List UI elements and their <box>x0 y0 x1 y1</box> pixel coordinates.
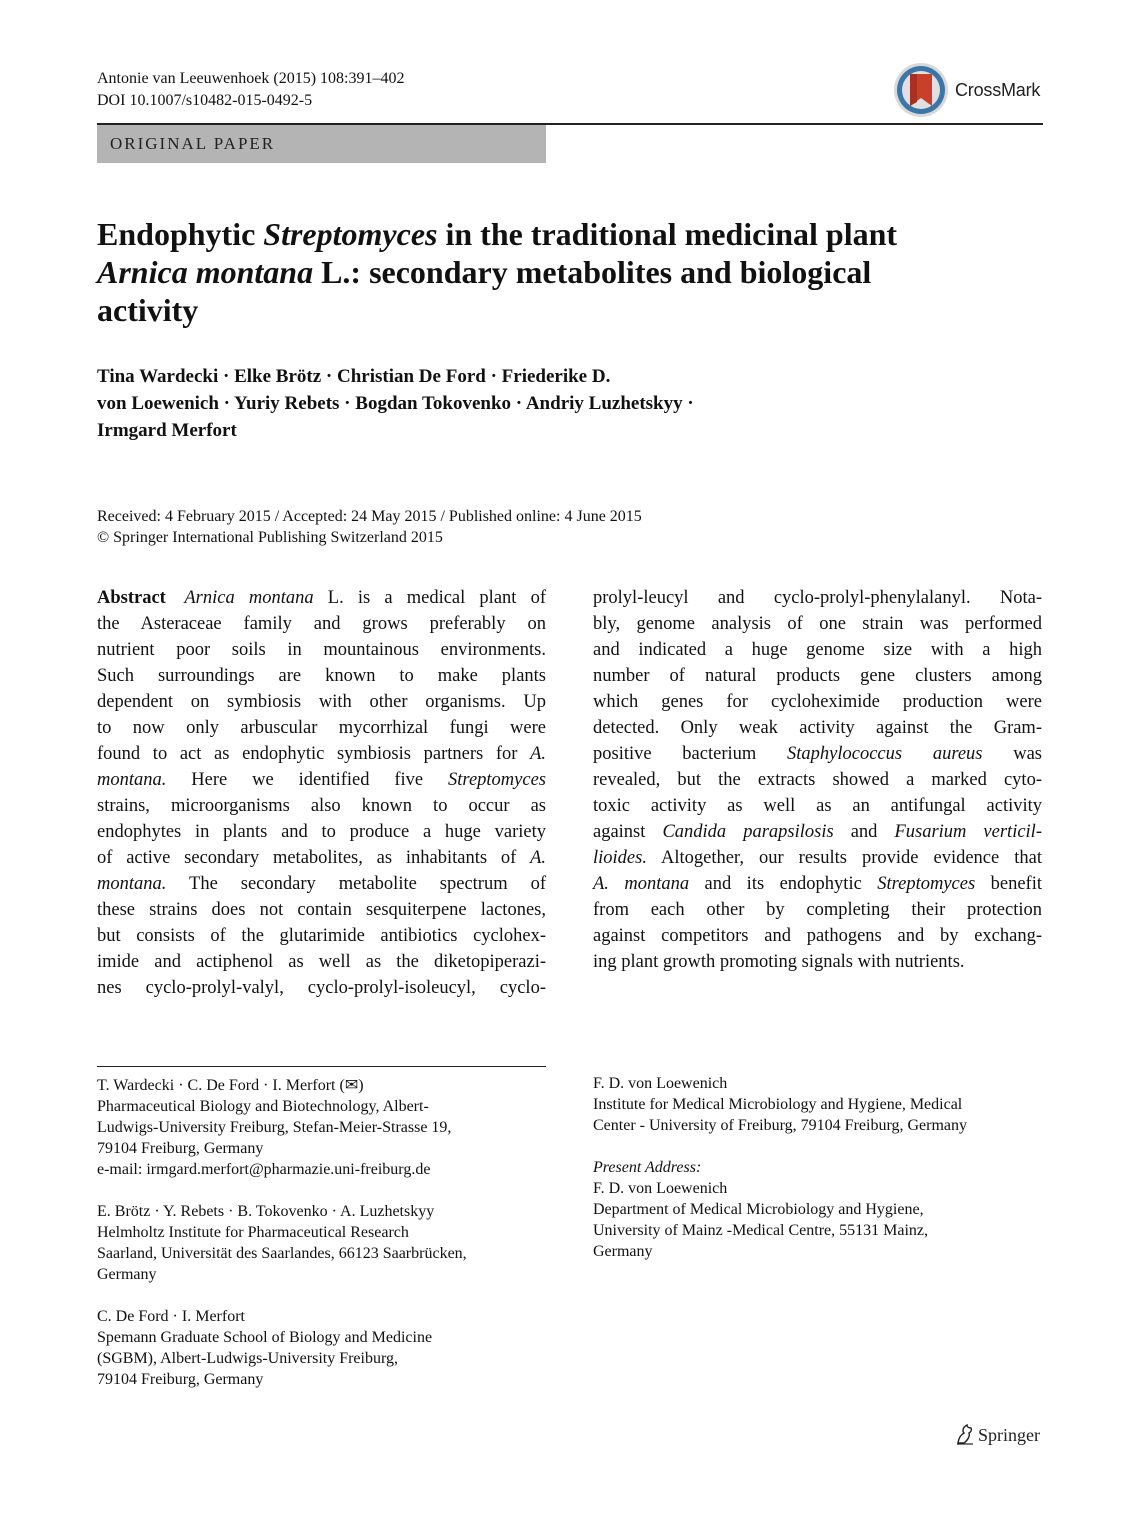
abstract-line: detected. Only weak activity against the Gram- <box>593 718 1042 738</box>
affiliation-line[interactable]: e-mail: irmgard.merfort@pharmazie.uni-freiburg.de <box>97 1161 431 1178</box>
publisher-name: Springer <box>978 1425 1040 1445</box>
affiliation-line: Helmholtz Institute for Pharmaceutical Research <box>97 1224 409 1241</box>
affiliations-left <box>97 1075 546 1411</box>
abstract-line: lioides. Altogether, our results provide evidence that <box>593 848 1042 868</box>
abstract-line: ing plant growth promoting signals with nutrients. <box>593 952 965 972</box>
abstract-line: toxic activity as well as an antifungal activity <box>593 796 1042 816</box>
abstract-line: montana. Here we identified five Streptomyces <box>97 770 546 790</box>
abstract-line: which genes for cycloheximide production were <box>593 692 1042 712</box>
abstract-line: these strains does not contain sesquiterpene lactones, <box>97 900 546 920</box>
affiliation-line: Department of Medical Microbiology and Hygiene, <box>593 1201 924 1218</box>
affiliation-block <box>97 1306 546 1390</box>
author-line: von Loewenich · Yuriy Rebets · Bogdan Tokovenko · Andriy Luzhetskyy · <box>97 393 694 414</box>
affiliation-block <box>97 1201 546 1285</box>
abstract-column-right <box>593 585 1042 975</box>
affiliation-line: Ludwigs-University Freiburg, Stefan-Meier-Strasse 19, <box>97 1119 452 1136</box>
section-label: ORIGINAL PAPER <box>97 125 546 163</box>
abstract-line: Abstract Arnica montana L. is a medical plant of <box>97 588 546 608</box>
affiliation-line: Saarland, Universität des Saarlandes, 66123 Saarbrücken, <box>97 1245 467 1262</box>
journal-line: Antonie van Leeuwenhoek (2015) 108:391–402 <box>97 70 405 87</box>
affiliation-line: Center - University of Freiburg, 79104 Freiburg, Germany <box>593 1117 968 1134</box>
abstract-line: bly, genome analysis of one strain was performed <box>593 614 1042 634</box>
abstract-line: against competitors and pathogens and by exchang- <box>593 926 1042 946</box>
affiliation-line: Institute for Medical Microbiology and Hygiene, Medical <box>593 1096 963 1113</box>
abstract-line: from each other by completing their protection <box>593 900 1042 920</box>
abstract-line: found to act as endophytic symbiosis partners for A. <box>97 744 546 764</box>
abstract-line: dependent on symbiosis with other organisms. Up <box>97 692 546 712</box>
abstract-line: imide and actiphenol as well as the diketopiperazi- <box>97 952 546 972</box>
affiliation-block <box>593 1073 1042 1136</box>
abstract-line: against Candida parapsilosis and Fusarium verticil- <box>593 822 1042 842</box>
author-list <box>97 363 857 444</box>
crossmark-icon <box>893 62 951 118</box>
crossmark-badge[interactable] <box>893 62 1043 118</box>
article-title: Endophytic Streptomyces in the traditional medicinal plant Arnica montana L.: secondary metabolites and biological activity <box>97 216 898 328</box>
abstract-line: Such surroundings are known to make plants <box>97 666 546 686</box>
affiliation-line: Germany <box>593 1243 653 1260</box>
journal-citation <box>97 68 404 112</box>
affiliation-line: F. D. von Loewenich <box>593 1075 728 1092</box>
affiliation-line: Germany <box>97 1266 157 1283</box>
abstract-line: nes cyclo-prolyl-valyl, cyclo-prolyl-isoleucyl, cyclo- <box>97 978 546 998</box>
affiliation-line: T. Wardecki · C. De Ford · I. Merfort (✉) <box>97 1077 364 1094</box>
abstract-line: to now only arbuscular mycorrhizal fungi were <box>97 718 546 738</box>
springer-horse-icon <box>955 1423 975 1445</box>
abstract-line: and indicated a huge genome size with a high <box>593 640 1042 660</box>
affiliation-line: University of Mainz -Medical Centre, 55131 Mainz, <box>593 1222 929 1239</box>
abstract-line: number of natural products gene clusters among <box>593 666 1042 686</box>
affiliation-line: Pharmaceutical Biology and Biotechnology, Albert- <box>97 1098 429 1115</box>
affiliation-line: E. Brötz · Y. Rebets · B. Tokovenko · A. Luzhetskyy <box>97 1203 435 1220</box>
crossmark-label: CrossMark <box>955 80 1041 100</box>
footnote-rule <box>97 1066 546 1067</box>
copyright-line: © Springer International Publishing Switzerland 2015 <box>97 529 443 546</box>
affiliation-line: (SGBM), Albert-Ludwigs-University Freiburg, <box>97 1350 399 1367</box>
abstract-line: positive bacterium Staphylococcus aureus was <box>593 744 1043 764</box>
abstract-column-left <box>97 585 546 1001</box>
abstract-line: the Asteraceae family and grows preferably on <box>97 614 546 634</box>
abstract-line: prolyl-leucyl and cyclo-prolyl-phenylalanyl. Nota- <box>593 588 1042 608</box>
affiliation-line: Present Address: <box>593 1159 702 1176</box>
abstract-line: A. montana and its endophytic Streptomyces benefit <box>593 874 1042 894</box>
author-line: Irmgard Merfort <box>97 420 237 441</box>
history-dates: Received: 4 February 2015 / Accepted: 24 May 2015 / Published online: 4 June 2015 <box>97 508 642 525</box>
affiliation-block <box>97 1075 546 1180</box>
affiliation-line: F. D. von Loewenich <box>593 1180 728 1197</box>
doi-line[interactable]: DOI 10.1007/s10482-015-0492-5 <box>97 92 313 109</box>
affiliation-line: Spemann Graduate School of Biology and Medicine <box>97 1329 433 1346</box>
publisher-logo <box>955 1423 1040 1446</box>
affiliations-right <box>593 1073 1042 1283</box>
abstract-heading: Abstract <box>97 588 166 608</box>
affiliation-block <box>593 1157 1042 1262</box>
affiliation-line: 79104 Freiburg, Germany <box>97 1140 264 1157</box>
author-line: Tina Wardecki · Elke Brötz · Christian De Ford · Friederike D. <box>97 366 611 387</box>
affiliation-line: C. De Ford · I. Merfort <box>97 1308 245 1325</box>
article-history <box>97 506 897 548</box>
abstract-line: nutrient poor soils in mountainous environments. <box>97 640 546 660</box>
abstract-line: of active secondary metabolites, as inhabitants of A. <box>97 848 546 868</box>
abstract-line: endophytes in plants and to produce a huge variety <box>97 822 546 842</box>
abstract-line: but consists of the glutarimide antibiotics cyclohex- <box>97 926 546 946</box>
affiliation-line: 79104 Freiburg, Germany <box>97 1371 264 1388</box>
abstract-line: strains, microorganisms also known to occur as <box>97 796 546 816</box>
abstract-line: revealed, but the extracts showed a marked cyto- <box>593 770 1042 790</box>
abstract-line: montana. The secondary metabolite spectrum of <box>97 874 546 894</box>
